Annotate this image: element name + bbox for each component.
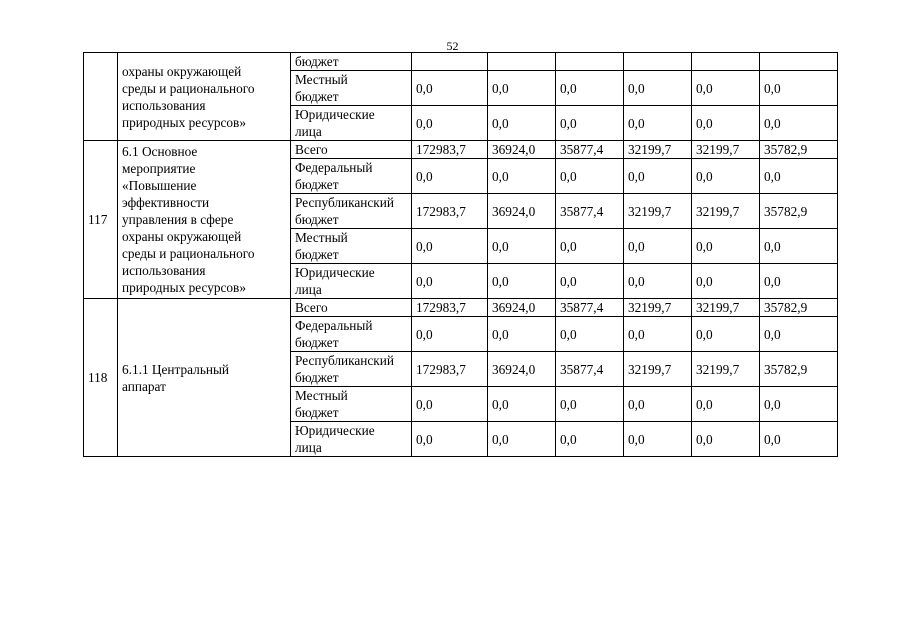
value-cell: 0,0 xyxy=(692,159,760,194)
funding-source-cell xyxy=(291,317,412,352)
value-cell: 0,0 xyxy=(624,71,692,106)
funding-source-line: бюджет xyxy=(295,177,339,192)
activity-name-line: мероприятие xyxy=(122,161,196,176)
funding-source-line: бюджет xyxy=(295,405,339,420)
funding-source-cell xyxy=(291,264,412,299)
value-cell: 0,0 xyxy=(412,422,488,457)
value-cell: 35782,9 xyxy=(760,299,838,317)
activity-name-line: 6.1 Основное xyxy=(122,144,198,159)
value-cell: 172983,7 xyxy=(412,194,488,229)
value-cell: 0,0 xyxy=(488,264,556,299)
value-cell: 0,0 xyxy=(760,71,838,106)
row-number-cell: 117 xyxy=(84,141,118,299)
value-cell: 35877,4 xyxy=(556,352,624,387)
value-cell: 32199,7 xyxy=(692,141,760,159)
value-cell: 0,0 xyxy=(760,387,838,422)
funding-source-line: Местный xyxy=(295,230,348,245)
value-cell: 35782,9 xyxy=(760,352,838,387)
value-cell xyxy=(624,53,692,71)
funding-source-line: Федеральный xyxy=(295,318,373,333)
value-cell: 36924,0 xyxy=(488,299,556,317)
value-cell: 0,0 xyxy=(692,229,760,264)
value-cell: 0,0 xyxy=(556,387,624,422)
row-number-cell: 118 xyxy=(84,299,118,457)
value-cell: 0,0 xyxy=(760,264,838,299)
activity-name-line: природных ресурсов» xyxy=(122,280,246,295)
value-cell: 0,0 xyxy=(412,106,488,141)
table-row xyxy=(84,141,838,159)
budget-table xyxy=(83,52,838,457)
activity-name-line: «Повышение xyxy=(122,178,197,193)
value-cell: 0,0 xyxy=(760,229,838,264)
value-cell: 0,0 xyxy=(624,229,692,264)
value-cell: 0,0 xyxy=(624,387,692,422)
activity-name-line: использования xyxy=(122,97,206,113)
funding-source-cell xyxy=(291,352,412,387)
activity-name-cell xyxy=(118,53,291,141)
value-cell: 0,0 xyxy=(488,159,556,194)
activity-name-line: охраны окружающей xyxy=(122,63,242,79)
activity-name-line: аппарат xyxy=(122,378,166,394)
value-cell: 36924,0 xyxy=(488,141,556,159)
value-cell: 0,0 xyxy=(692,387,760,422)
value-cell: 0,0 xyxy=(624,106,692,141)
activity-name-line: управления в сфере xyxy=(122,212,234,227)
row-number-cell xyxy=(84,53,118,141)
value-cell: 36924,0 xyxy=(488,352,556,387)
value-cell: 35782,9 xyxy=(760,194,838,229)
funding-source-line: Местный xyxy=(295,72,348,87)
activity-name-line: использования xyxy=(122,263,206,278)
value-cell: 0,0 xyxy=(412,387,488,422)
funding-source-cell xyxy=(291,299,412,317)
value-cell: 0,0 xyxy=(624,264,692,299)
funding-source-line: бюджет xyxy=(295,212,339,227)
funding-source-line: лица xyxy=(295,124,322,139)
value-cell: 0,0 xyxy=(412,317,488,352)
value-cell: 0,0 xyxy=(692,317,760,352)
table-row xyxy=(84,53,838,71)
value-cell: 0,0 xyxy=(488,106,556,141)
funding-source-line: Всего xyxy=(295,142,328,157)
funding-source-line: бюджет xyxy=(295,335,339,350)
value-cell: 32199,7 xyxy=(692,299,760,317)
value-cell: 0,0 xyxy=(556,71,624,106)
activity-name-cell xyxy=(118,141,291,299)
funding-source-line: Юридические xyxy=(295,265,375,280)
funding-source-line: Юридические xyxy=(295,107,375,122)
activity-name-line: среды и рационального xyxy=(122,80,255,96)
value-cell: 0,0 xyxy=(692,264,760,299)
funding-source-cell xyxy=(291,387,412,422)
funding-source-cell xyxy=(291,422,412,457)
table-row xyxy=(84,299,838,317)
value-cell: 35782,9 xyxy=(760,141,838,159)
value-cell: 0,0 xyxy=(556,229,624,264)
funding-source-cell xyxy=(291,159,412,194)
page-number: 52 xyxy=(446,39,459,53)
value-cell: 0,0 xyxy=(692,106,760,141)
value-cell: 0,0 xyxy=(488,422,556,457)
value-cell: 0,0 xyxy=(412,229,488,264)
funding-source-line: Республиканский xyxy=(295,195,394,210)
value-cell xyxy=(760,53,838,71)
value-cell: 0,0 xyxy=(556,422,624,457)
funding-source-line: лица xyxy=(295,282,322,297)
value-cell: 32199,7 xyxy=(624,299,692,317)
value-cell: 172983,7 xyxy=(412,141,488,159)
value-cell: 32199,7 xyxy=(624,194,692,229)
value-cell: 32199,7 xyxy=(692,352,760,387)
funding-source-cell xyxy=(291,229,412,264)
value-cell: 0,0 xyxy=(624,422,692,457)
activity-name-cell xyxy=(118,299,291,457)
funding-source-line: бюджет xyxy=(295,247,339,262)
funding-source-line: Всего xyxy=(295,300,328,315)
budget-table-body xyxy=(84,53,838,457)
funding-source-cell xyxy=(291,53,412,71)
funding-source-line: бюджет xyxy=(295,54,339,69)
value-cell xyxy=(488,53,556,71)
value-cell: 35877,4 xyxy=(556,194,624,229)
value-cell: 0,0 xyxy=(412,264,488,299)
value-cell: 0,0 xyxy=(760,106,838,141)
funding-source-line: Республиканский xyxy=(295,353,394,368)
value-cell: 172983,7 xyxy=(412,352,488,387)
activity-name-line: природных ресурсов» xyxy=(122,114,246,130)
funding-source-line: бюджет xyxy=(295,370,339,385)
value-cell: 36924,0 xyxy=(488,194,556,229)
value-cell: 0,0 xyxy=(692,71,760,106)
activity-name-line: среды и рационального xyxy=(122,246,255,261)
activity-name-line: эффективности xyxy=(122,195,210,210)
value-cell: 0,0 xyxy=(488,71,556,106)
value-cell: 0,0 xyxy=(556,317,624,352)
value-cell: 172983,7 xyxy=(412,299,488,317)
value-cell: 0,0 xyxy=(412,71,488,106)
value-cell: 0,0 xyxy=(760,159,838,194)
funding-source-cell xyxy=(291,194,412,229)
value-cell xyxy=(412,53,488,71)
value-cell: 0,0 xyxy=(488,229,556,264)
value-cell: 0,0 xyxy=(692,422,760,457)
activity-name-line: охраны окружающей xyxy=(122,229,242,244)
funding-source-line: Юридические xyxy=(295,423,375,438)
funding-source-line: Федеральный xyxy=(295,160,373,175)
value-cell xyxy=(692,53,760,71)
value-cell: 0,0 xyxy=(556,106,624,141)
value-cell: 32199,7 xyxy=(692,194,760,229)
value-cell xyxy=(556,53,624,71)
value-cell: 32199,7 xyxy=(624,141,692,159)
funding-source-line: Местный xyxy=(295,388,348,403)
value-cell: 0,0 xyxy=(624,159,692,194)
value-cell: 0,0 xyxy=(412,159,488,194)
activity-name-line: 6.1.1 Центральный xyxy=(122,361,230,377)
value-cell: 0,0 xyxy=(624,317,692,352)
value-cell: 0,0 xyxy=(760,422,838,457)
funding-source-line: бюджет xyxy=(295,89,339,104)
value-cell: 0,0 xyxy=(556,159,624,194)
funding-source-cell xyxy=(291,141,412,159)
value-cell: 0,0 xyxy=(488,387,556,422)
value-cell: 35877,4 xyxy=(556,299,624,317)
value-cell: 0,0 xyxy=(488,317,556,352)
value-cell: 0,0 xyxy=(760,317,838,352)
value-cell: 32199,7 xyxy=(624,352,692,387)
value-cell: 35877,4 xyxy=(556,141,624,159)
funding-source-cell xyxy=(291,71,412,106)
funding-source-cell xyxy=(291,106,412,141)
value-cell: 0,0 xyxy=(556,264,624,299)
funding-source-line: лица xyxy=(295,440,322,455)
